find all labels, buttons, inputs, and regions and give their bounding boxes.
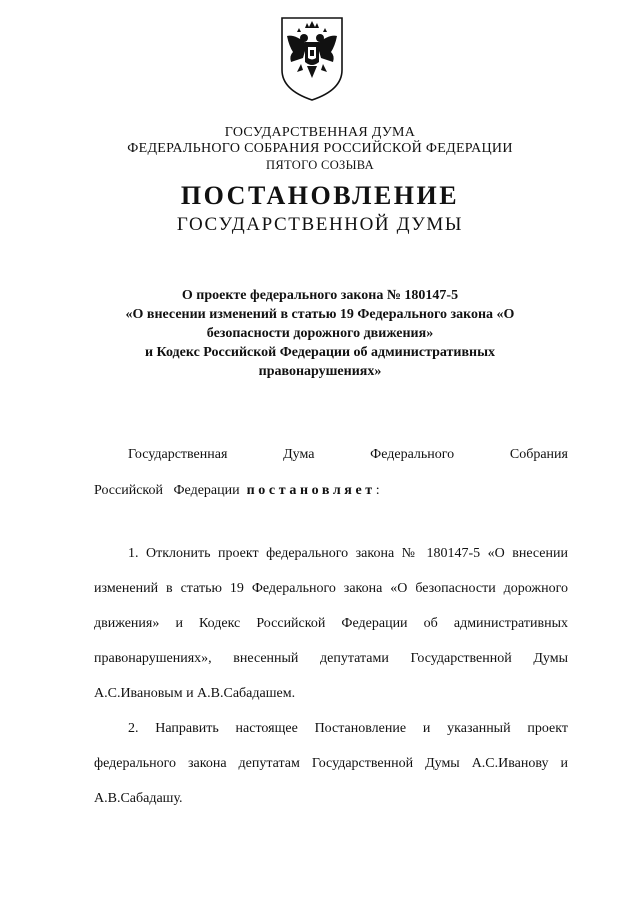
document-title: ПОСТАНОВЛЕНИЕ xyxy=(180,181,460,210)
preamble-word: Государственная xyxy=(128,447,228,462)
item2-line: А.В.Сабадашу. xyxy=(94,791,183,806)
header-line-convocation: ПЯТОГО СОЗЫВА xyxy=(266,158,374,172)
preamble-colon: : xyxy=(375,483,380,498)
subject-line: правонарушениях» xyxy=(258,364,382,379)
item2-line: 2. Направить настоящее Постановление и указанный проект xyxy=(128,721,568,736)
header-line-duma: ГОСУДАРСТВЕННАЯ ДУМА xyxy=(224,125,416,140)
subject-line: безопасности дорожного движения» xyxy=(206,326,434,341)
subject-line: «О внесении изменений в статью 19 Федерального закона «О xyxy=(125,307,515,322)
document-subject xyxy=(100,286,540,381)
item2-line: федерального закона депутатам Государственной Думы А.С.Иванову и xyxy=(94,756,568,771)
preamble-text: Российской Федерации xyxy=(94,483,240,498)
preamble-word: Собрания xyxy=(509,447,568,462)
preamble-line-1 xyxy=(94,446,568,464)
item1-line: 1. Отклонить проект федерального закона № 180147-5 «О внесении xyxy=(128,546,568,561)
preamble-line-2 xyxy=(94,482,568,500)
subject-line: и Кодекс Российской Федерации об административных xyxy=(144,345,496,360)
item1-line: изменений в статью 19 Федерального закона «О безопасности дорожного xyxy=(94,581,568,596)
item1-line: правонарушениях», внесенный депутатами Государственной Думы xyxy=(94,651,568,666)
coat-of-arms-emblem-icon xyxy=(277,12,347,102)
preamble-word: Федерального xyxy=(370,447,455,462)
header-line-federal-assembly: ФЕДЕРАЛЬНОГО СОБРАНИЯ РОССИЙСКОЙ ФЕДЕРАЦИИ xyxy=(127,141,513,156)
subject-line: О проекте федерального закона № 180147-5 xyxy=(181,288,459,303)
item1-line: А.С.Ивановым и А.В.Сабадашем. xyxy=(94,686,296,701)
item1-line: движения» и Кодекс Российской Федерации об административных xyxy=(94,616,568,631)
issuing-body-header xyxy=(0,125,640,173)
preamble-word: Дума xyxy=(283,447,315,462)
document-subtitle: ГОСУДАРСТВЕННОЙ ДУМЫ xyxy=(176,214,464,235)
decides-word: постановляет xyxy=(246,483,376,498)
